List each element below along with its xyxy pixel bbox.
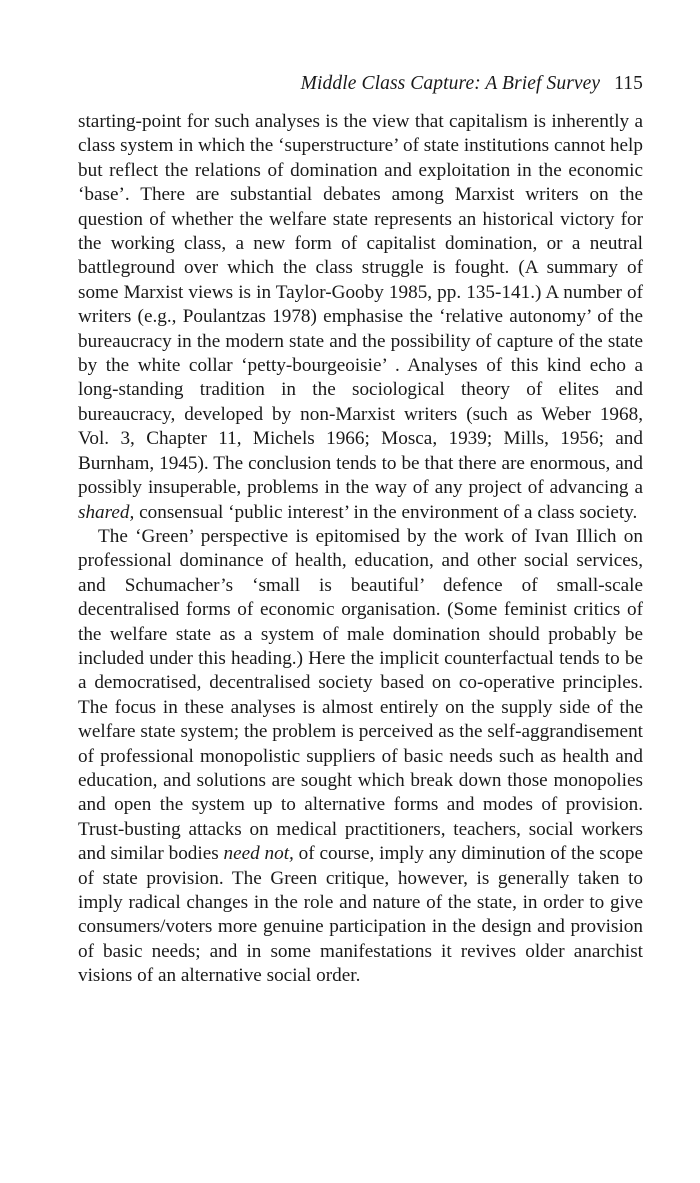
body-text — [78, 110, 643, 989]
page-number: 115 — [614, 73, 643, 94]
paragraph-text: consensual ‘public interest’ in the environment of a class society. — [134, 501, 638, 523]
emphasis-shared: shared, — [78, 501, 135, 523]
running-head-title: Middle Class Capture: A Brief Survey — [300, 73, 601, 94]
paragraph-green-perspective — [78, 525, 643, 989]
paragraph-text: starting-point for such analyses is the view that capitalism is inherently a class system in which the ‘superstructure’ of state institutions cannot help but reflect the relations of domination and exploitation in the economic ‘base’. There are substantial debates among Marxist writers on the question of whether the welfare state represents an historical victory for the working class, a new form of capitalist domination, or a neutral battleground over which the class struggle is fought. (A summary of some Marxist views is in Taylor-Gooby 1985, pp. 135-141.) A number of writers (e.g., Poulantzas 1978) emphasise the ‘relative autonomy’ of the bureaucracy in the modern state and the possibility of capture of the state by the white collar ‘petty-bourgeoisie’ . Analyses of this kind echo a long-standing tradition in the sociological theory of elites and bureaucracy, developed by non-Marxist writers (such as Weber 1968, Vol. 3, Chapter 11, Michels 1966; Mosca, 1939; Mills, 1956; and Burnham, 1945). The conclusion tends to be that there are enormous, and possibly insuperable, problems in the way of any project of advancing a — [78, 111, 643, 499]
emphasis-need-not: need not, — [223, 843, 294, 865]
paragraph-text: The ‘Green’ perspective is epitomised by the work of Ivan Illich on professional dominance of health, education, and other social services, and Schumacher’s ‘small is beautiful’ defence of small-scale decentralised forms of economic organisation. (Some feminist critics of the welfare state as a system of male domination should probably be included under this heading.) Here the implicit counterfactual tends to be a democratised, decentralised society based on co-operative principles. The focus in these analyses is almost entirely on the supply side of the welfare state system; the problem is perceived as the self-aggrandisement of professional monopolistic suppliers of basic needs such as health and education, and solutions are sought which break down those monopolies and open the system up to alternative forms and modes of provision. Trust-busting attacks on medical practitioners, teachers, social workers and similar bodies — [78, 525, 643, 865]
paragraph-continuation — [78, 110, 643, 525]
book-page — [78, 70, 643, 989]
running-head — [78, 70, 643, 98]
paragraph-text: of course, imply any diminution of the scope of state provision. The Green critique, however, is generally taken to imply radical changes in the role and nature of the state, in order to give consumers/voters more genuine participation in the design and provision of basic needs; and in some manifestations it revives older anarchist visions of an alternative social order. — [78, 843, 643, 987]
